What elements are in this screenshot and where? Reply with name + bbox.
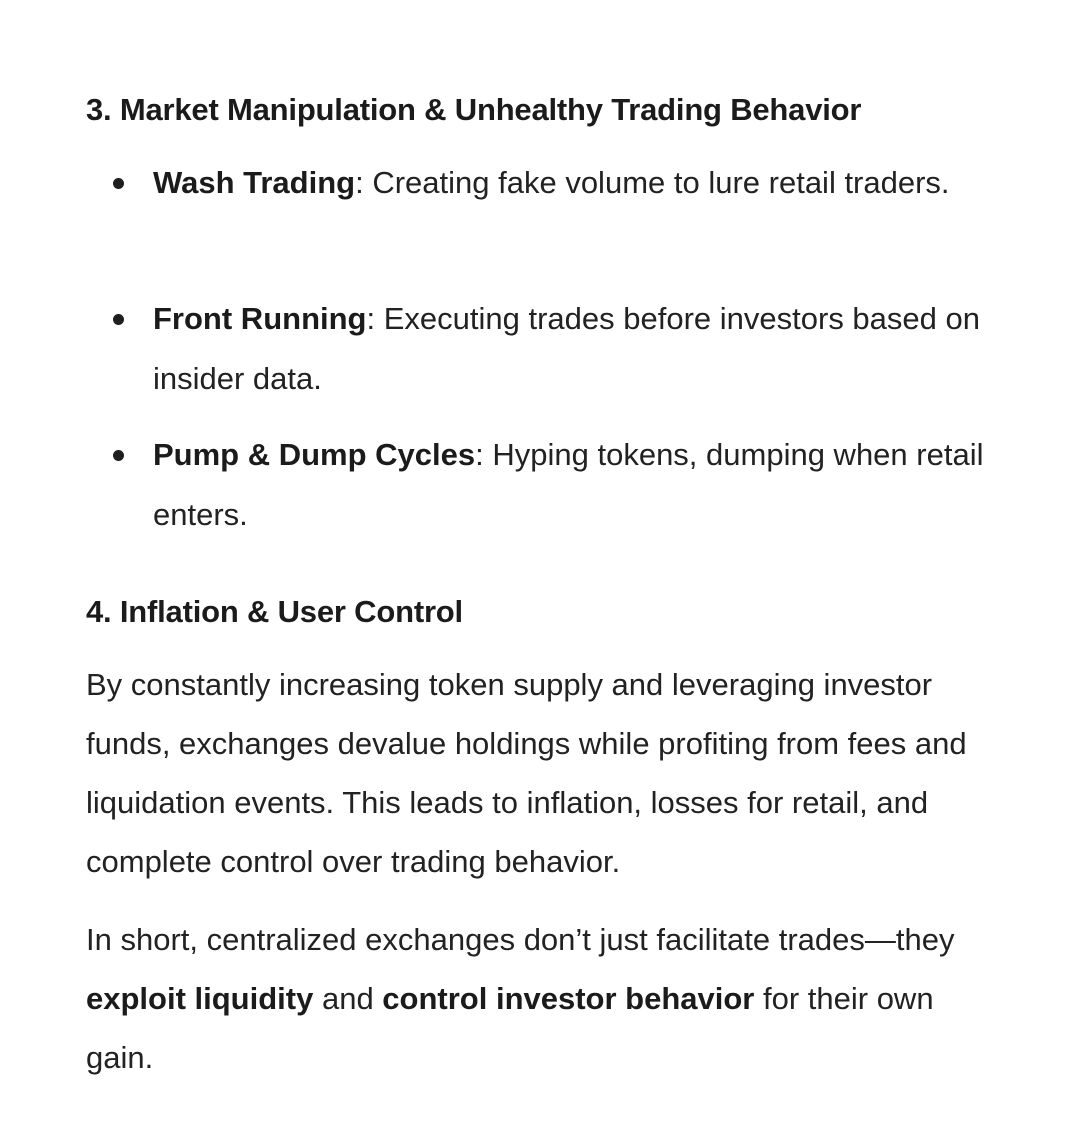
- bullet-dot-icon: [113, 450, 124, 461]
- summary-text-2: and: [313, 981, 383, 1016]
- summary-emphasis-2: control investor behavior: [382, 981, 755, 1016]
- summary-paragraph: [86, 910, 1001, 1087]
- section-3-heading: 3. Market Manipulation & Unhealthy Trading Behavior: [86, 92, 862, 127]
- bullet-separator: :: [355, 165, 373, 200]
- bullet-text: [153, 153, 998, 213]
- bullet-term: Pump & Dump Cycles: [153, 437, 476, 472]
- bullet-separator: :: [366, 301, 384, 336]
- bullet-dot-icon: [113, 314, 124, 325]
- bullet-term: Front Running: [153, 301, 367, 336]
- bullet-description: Hyping tokens, dumping when retail enters.: [153, 437, 984, 532]
- summary-emphasis-1: exploit liquidity: [86, 981, 314, 1016]
- bullet-description: Executing trades before investors based on insider data.: [153, 301, 980, 396]
- bullet-separator: :: [475, 437, 493, 472]
- summary-text-3: for their own gain.: [86, 981, 934, 1075]
- bullet-dot-icon: [113, 178, 124, 189]
- bullet-text: [153, 425, 998, 545]
- section-4-heading: 4. Inflation & User Control: [86, 594, 463, 629]
- summary-text-1: In short, centralized exchanges don’t just facilitate trades—they: [86, 922, 955, 957]
- bullet-description: Creating fake volume to lure retail traders.: [372, 165, 950, 200]
- bullet-text: [153, 289, 998, 409]
- bullet-term: Wash Trading: [153, 165, 356, 200]
- section-4-paragraph: By constantly increasing token supply and leveraging investor funds, exchanges devalue holdings while profiting from fees and liquidation events. This leads to inflation, losses for retail, and complete control over trading behavior.: [86, 667, 967, 879]
